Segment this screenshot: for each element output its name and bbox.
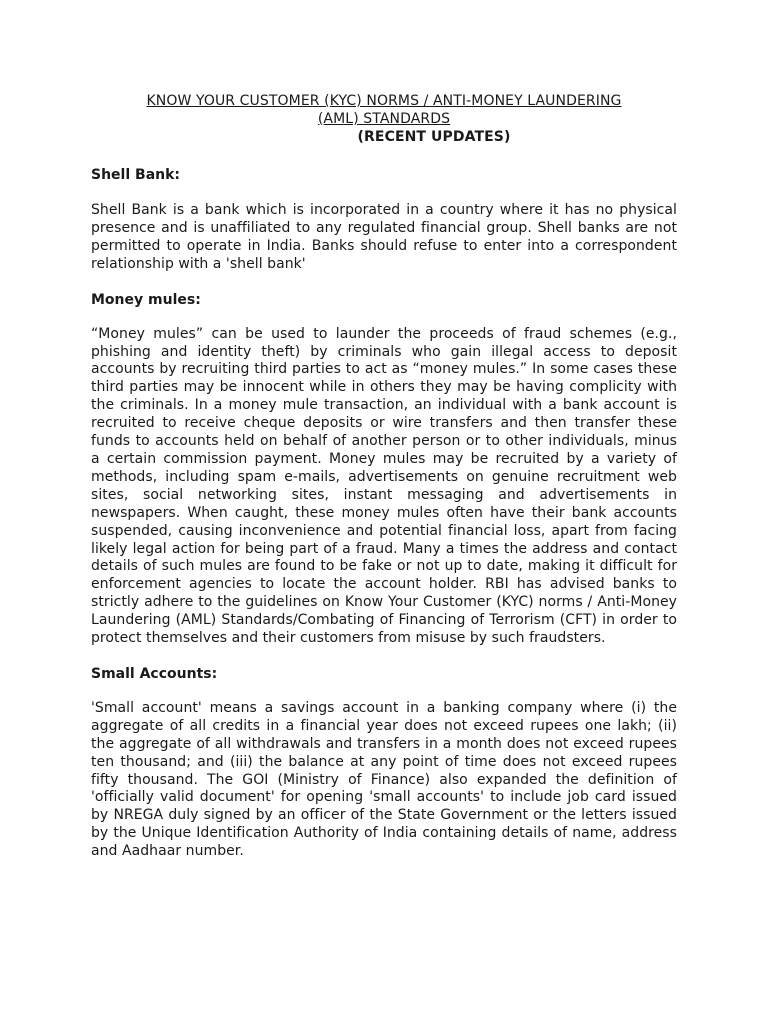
section-text-shell-bank: Shell Bank is a bank which is incorporated in a country where it has no physical presence and is unaffiliated to any regulated financial group. Shell banks are not permitted to operate in India. Banks should refuse to enter into a correspondent relationship with a 'shell bank' (91, 202, 677, 272)
document-page (91, 92, 677, 861)
section-text-money-mules: “Money mules” can be used to launder the proceeds of fraud schemes (e.g., phishing and identity theft) by criminals who gain illegal access to deposit accounts by recruiting third parties to act as “money mules.” In some cases these third parties may be innocent while in others they may be having complicity with the criminals. In a money mule transaction, an individual with a bank account is recruited to receive cheque deposits or wire transfers and then transfer these funds to accounts held on behalf of another person or to other individuals, minus a certain commission payment. Money mules may be recruited by a variety of methods, including spam e-mails, advertisements on genuine recruitment web sites, social networking sites, instant messaging and advertisements in newspapers. When caught, these money mules often have their bank accounts suspended, causing inconvenience and potential financial loss, apart from facing likely legal action for being part of a fraud. Many a times the address and contact details of such mules are found to be fake or not up to date, making it difficult for enforcement agencies to locate the account holder. RBI has advised banks to strictly adhere to the guidelines on Know Your Customer (KYC) norms / Anti-Money Laundering (AML) Standards/Combating of Financing of Terrorism (CFT) in order to protect themselves and their customers from misuse by such fraudsters. (91, 325, 677, 647)
title-line-1: KNOW YOUR CUSTOMER (KYC) NORMS / ANTI-MONEY LAUNDERING (146, 93, 622, 109)
section-heading-money-mules: Money mules: (91, 291, 201, 308)
title-line-3: (RECENT UPDATES) (357, 129, 511, 145)
document-title (91, 92, 677, 146)
section-heading-small-accounts: Small Accounts: (91, 665, 218, 682)
section-text-small-accounts: 'Small account' means a savings account in a banking company where (i) the aggregate of all credits in a financial year does not exceed rupees one lakh; (ii) the aggregate of all withdrawals and transfers in a month does not exceed rupees ten thousand; and (iii) the balance at any point of time does not exceed rupees fifty thousand. The GOI (Ministry of Finance) also expanded the definition of 'officially valid document' for opening 'small accounts' to include job card issued by NREGA duly signed by an officer of the State Government or the letters issued by the Unique Identification Authority of India containing details of name, address and Aadhaar number. (91, 699, 677, 860)
title-line-2: (AML) STANDARDS (317, 111, 451, 127)
section-heading-shell-bank: Shell Bank: (91, 167, 181, 183)
